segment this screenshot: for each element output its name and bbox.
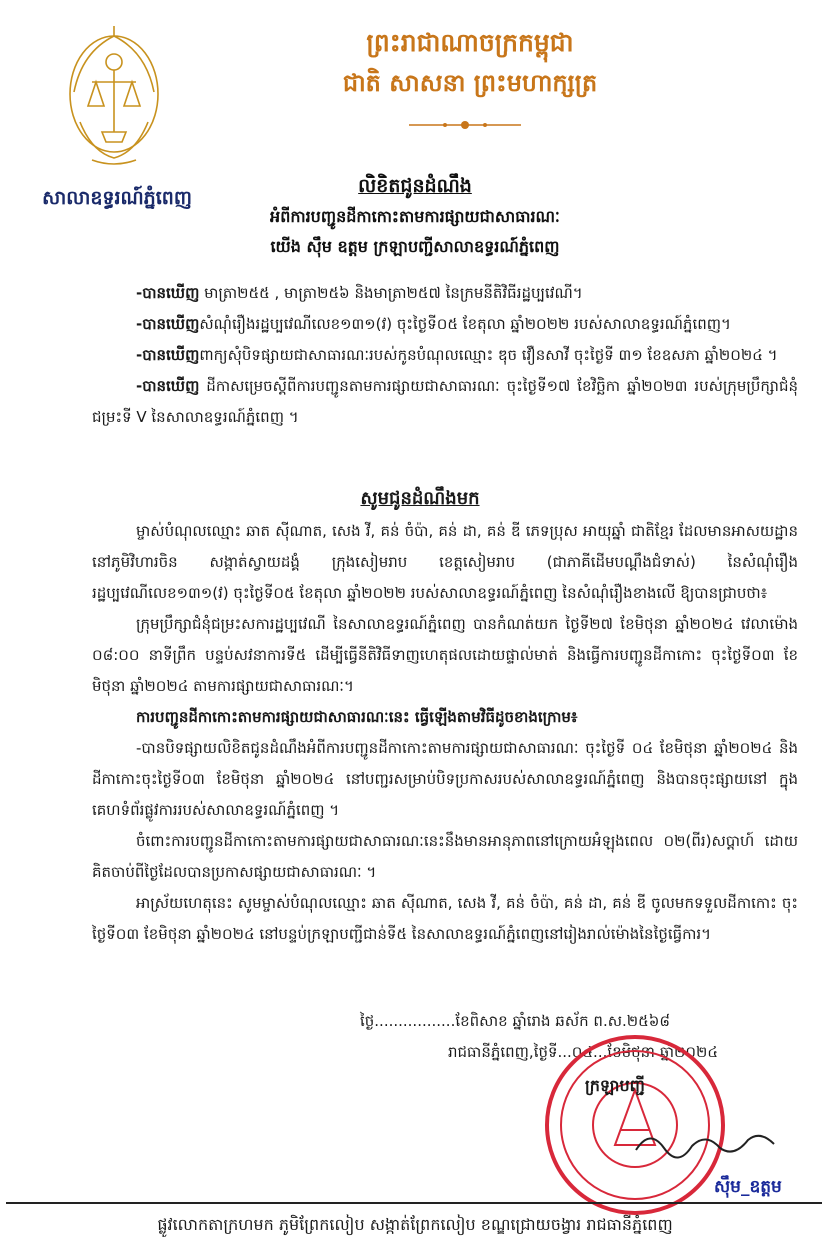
solar-date: រាជធានីភ្នំពេញ,ថ្ងៃទី...០៤...ខែមិថុនា ឆ្នាំ២០២៤ — [448, 1043, 718, 1061]
document-subtitle: អំពីការបញ្ជូនដីកាកោះតាមការផ្សាយជាសាធារណៈ — [270, 207, 560, 226]
lunar-date: ថ្ងៃ.................ខែពិសាខ ឆ្នាំរោង ឆស័ក ព.ស.២៥៦៨ — [360, 1012, 670, 1030]
footer-address: ផ្លូវលោកតាក្រហមក ភូមិព្រែកលៀប សង្កាត់ព្រែកលៀប ខណ្ឌជ្រោយចង្វារ រាជធានីភ្នំពេញ — [157, 1215, 673, 1234]
signatory-role: ក្រឡាបញ្ជី — [585, 1076, 645, 1095]
notice-heading: សូមជូនដំណឹងមក — [360, 488, 480, 509]
handwritten-signature-icon — [630, 1118, 780, 1168]
kingdom-motto — [230, 26, 710, 100]
consideration-item: -បានឃើញ ដីកាសម្រេចស្តីពីការបញ្ជូនតាមការផ្សាយជាសាធារណៈ ចុះថ្ងៃទី១៧ ខែវិច្ឆិកា ឆ្នាំ២០២៣ របស់ក្រុមប្រឹក្សាជំនុំជម្រះទី V នៃសាលាឧទ្ធរណ៍ភ្នំពេញ ។ — [92, 377, 798, 426]
signatory-name: ស៊ឹម_ឧត្តម — [714, 1177, 782, 1197]
issuer-line: យើង ស៊ឹម ឧត្តម ក្រឡាបញ្ជីសាលាឧទ្ធរណ៍ភ្នំពេញ — [270, 237, 560, 256]
notice-paragraph: ម្ចាស់បំណុលឈ្មោះ ឆាត ស៊ីណាត, សេង វី, គន់ ចំប៉ា, គន់ ដា, គន់ ឌី ភេទប្រុស អាយុឆ្នាំ ជាតិខ្មែរ ដែលមានអាសយដ្ឋាននៅភូមិវិហារចិន សង្កាត់ស្វាយដង្គំ ក្រុងសៀមរាប ខេត្តសៀមរាប (ជាភាគីដើមបណ្តឹងជំទាស់) នៃសំណុំរឿងរដ្ឋប្បវេណីលេខ១៣១(វ) ចុះថ្ងៃទី០៥ ខែតុលា ឆ្នាំ២០២២ របស់សាលាឧទ្ធរណ៍ភ្នំពេញ នៃសំណុំរឿងខាងលើ ឱ្យបានជ្រាបថា៖ — [92, 522, 798, 602]
procedure-paragraph: -បានបិទផ្សាយលិខិតជូនដំណឹងអំពីការបញ្ជូនដីកាកោះតាមការផ្សាយជាសាធារណៈ ចុះថ្ងៃទី ០៤ ខែមិថុនា ឆ្នាំ២០២៤ និងដីកាកោះចុះថ្ងៃទី០៣ ខែមិថុនា ឆ្នាំ២០២៤ នៅបញ្ជរសម្រាប់បិទប្រកាសរបស់សាលាឧទ្ធរណ៍ភ្នំពេញ និងបានចុះផ្សាយនៅ ក្នុងគេហទំព័រផ្លូវការរបស់សាលាឧទ្ធរណ៍ភ្នំពេញ ។ — [92, 739, 798, 819]
ornament-divider-icon — [405, 118, 525, 132]
procedure-heading: ការបញ្ជូនដីកាកោះតាមការផ្សាយជាសាធារណៈនេះ ធ្វើឡើងតាមវិធីដូចខាងក្រោម៖ — [136, 708, 578, 726]
consideration-item: -បានឃើញ មាត្រា២៥៥ , មាត្រា២៥៦ និងមាត្រា២៥៧ នៃក្រមនីតិវិធីរដ្ឋប្បវេណី។ — [136, 284, 583, 302]
considerations-list — [92, 278, 798, 433]
kingdom-line-1: ព្រះរាជាណាចក្រកម្ពុជា — [366, 28, 574, 57]
document-title: លិខិតជូនដំណឹង — [358, 175, 472, 197]
consideration-item: -បានឃើញពាក្យសុំបិទផ្សាយជាសាធារណៈរបស់កូនបំណុលឈ្មោះ ឌុច វឿនសាវី ចុះថ្ងៃទី ៣១ ខែឧសភា ឆ្នាំ២០២៤ ។ — [136, 346, 778, 364]
notice-body — [92, 516, 798, 950]
kingdom-line-2: ជាតិ សាសនា ព្រះមហាក្សត្រ — [342, 68, 598, 97]
footer-divider — [6, 1202, 822, 1204]
procedure-paragraph: ចំពោះការបញ្ជូនដីកាកោះតាមការផ្សាយជាសាធារណៈនេះនឹងមានអានុភាពនៅក្រោយអំឡុងពេល ០២(ពីរ)សប្តាហ៍ ដោយគិតចាប់ពីថ្ងៃដែលបានប្រកាសផ្សាយជាសាធារណៈ ។ — [92, 832, 798, 881]
procedure-paragraph: អាស្រ័យហេតុនេះ សូមម្ចាស់បំណុលឈ្មោះ ឆាត ស៊ីណាត, សេង វី, គន់ ចំប៉ា, គន់ ដា, គន់ ឌី ចូលមកទទួលដីកាកោះ ចុះថ្ងៃទី០៣ ខែមិថុនា ឆ្នាំ២០២៤ នៅបន្ទប់ក្រឡាបញ្ជីជាន់ទី៥ នៃសាលាឧទ្ធរណ៍ភ្នំពេញនៅរៀងរាល់ម៉ោងនៃថ្ងៃធ្វើការ។ — [92, 894, 798, 943]
court-name: សាលាឧទ្ធរណ៍ភ្នំពេញ — [42, 187, 192, 209]
notice-paragraph: ក្រុមប្រឹក្សាជំនុំជម្រះសការដ្ឋប្បវេណី នៃសាលាឧទ្ធរណ៍ភ្នំពេញ បានកំណត់យក ថ្ងៃទី២៧ ខែមិថុនា ឆ្នាំ២០២៤ វេលាម៉ោង ០៨:០០ នាទីព្រឹក បន្ទប់សវនាការទី៥ ដើម្បីធ្វើនីតិវិធីទាញហេតុផលដោយផ្ទាល់មាត់ និងធ្វើការបញ្ជូនដីកាកោះ ចុះថ្ងៃទី០៣ ខែមិថុនា ឆ្នាំ២០២៤ តាមការផ្សាយជាសាធារណៈ។ — [92, 615, 798, 695]
consideration-item: -បានឃើញសំណុំរឿងរដ្ឋប្បវេណីលេខ១៣១(វ) ចុះថ្ងៃទី០៥ ខែតុលា ឆ្នាំ២០២២ របស់សាលាឧទ្ធរណ៍ភ្នំពេញ។ — [136, 315, 731, 333]
royal-emblem-icon — [62, 22, 166, 172]
